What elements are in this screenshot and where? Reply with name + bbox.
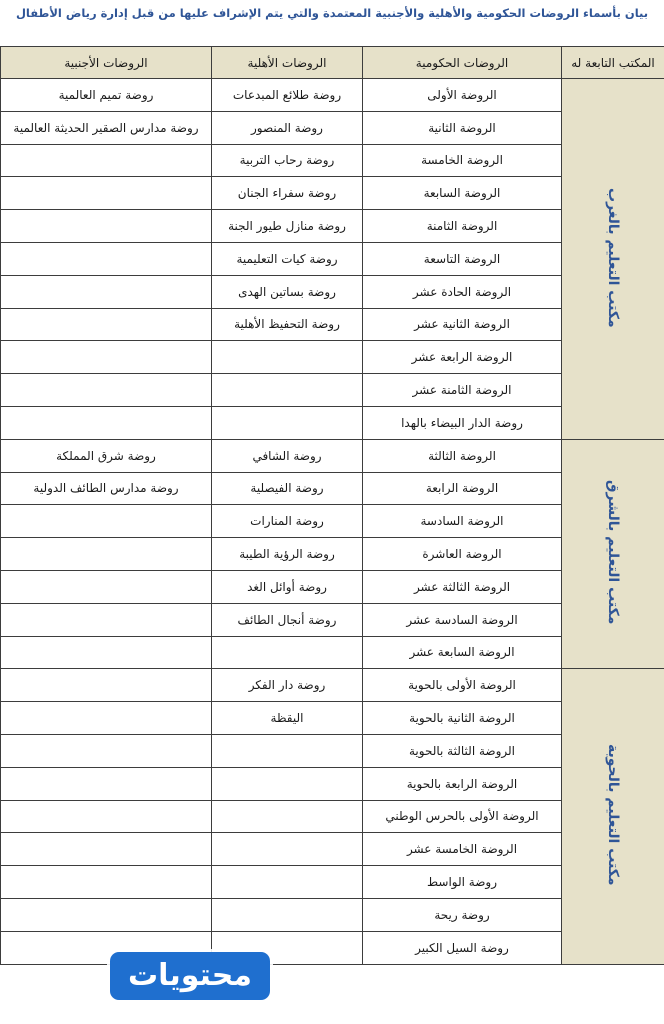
private-kindergarten-cell (212, 800, 363, 833)
government-kindergarten-cell: الروضة السابعة عشر (363, 636, 562, 669)
foreign-kindergarten-cell (1, 833, 212, 866)
government-kindergarten-cell: الروضة الثانية (363, 111, 562, 144)
private-kindergarten-cell: روضة كيات التعليمية (212, 242, 363, 275)
foreign-kindergarten-cell (1, 570, 212, 603)
government-kindergarten-cell: الروضة الثامنة (363, 210, 562, 243)
document-title: بيان بأسماء الروضات الحكومية والأهلية والأجنبية المعتمدة والتي يتم الإشراف عليها من قبل إدارة رياض الأطفال (15, 6, 649, 20)
private-kindergarten-cell: روضة التحفيظ الأهلية (212, 308, 363, 341)
private-kindergarten-cell (212, 898, 363, 931)
government-kindergarten-cell: الروضة الرابعة عشر (363, 341, 562, 374)
government-kindergarten-cell: الروضة الثالثة بالحوية (363, 734, 562, 767)
foreign-kindergarten-cell (1, 242, 212, 275)
private-kindergarten-cell: روضة المنصور (212, 111, 363, 144)
private-kindergarten-cell (212, 734, 363, 767)
office-cell (562, 79, 664, 440)
government-kindergarten-cell: الروضة الخامسة (363, 144, 562, 177)
private-kindergarten-cell (212, 341, 363, 374)
foreign-kindergarten-cell (1, 177, 212, 210)
private-kindergarten-cell: روضة سفراء الجنان (212, 177, 363, 210)
government-kindergarten-cell: الروضة الثالثة (363, 439, 562, 472)
table-row (1, 669, 664, 702)
private-kindergarten-cell: روضة الرؤية الطيبة (212, 538, 363, 571)
table-body (1, 79, 664, 965)
foreign-kindergarten-cell: روضة مدارس الصقير الحديثة العالمية (1, 111, 212, 144)
government-kindergarten-cell: روضة السيل الكبير (363, 931, 562, 964)
foreign-kindergarten-cell (1, 734, 212, 767)
private-kindergarten-cell (212, 374, 363, 407)
private-kindergarten-cell: روضة منازل طيور الجنة (212, 210, 363, 243)
government-kindergarten-cell: الروضة الثانية عشر (363, 308, 562, 341)
table-row (1, 79, 664, 112)
government-kindergarten-cell: الروضة الخامسة عشر (363, 833, 562, 866)
foreign-kindergarten-cell (1, 866, 212, 899)
government-kindergarten-cell: روضة الدار البيضاء بالهدا (363, 406, 562, 439)
government-kindergarten-cell: الروضة العاشرة (363, 538, 562, 571)
private-kindergarten-cell: روضة بساتين الهدى (212, 275, 363, 308)
foreign-kindergarten-cell (1, 767, 212, 800)
foreign-kindergarten-cell (1, 505, 212, 538)
header-office: المكتب التابعة له (562, 47, 664, 79)
foreign-kindergarten-cell (1, 800, 212, 833)
office-cell (562, 439, 664, 669)
government-kindergarten-cell: الروضة الثالثة عشر (363, 570, 562, 603)
private-kindergarten-cell: روضة أنجال الطائف (212, 603, 363, 636)
foreign-kindergarten-cell (1, 538, 212, 571)
government-kindergarten-cell: الروضة الرابعة (363, 472, 562, 505)
private-kindergarten-cell (212, 833, 363, 866)
government-kindergarten-cell: الروضة الثانية بالحوية (363, 702, 562, 735)
private-kindergarten-cell: روضة الشافي (212, 439, 363, 472)
foreign-kindergarten-cell (1, 406, 212, 439)
foreign-kindergarten-cell (1, 341, 212, 374)
header-government: الروضات الحكومية (363, 47, 562, 79)
government-kindergarten-cell: الروضة الحادة عشر (363, 275, 562, 308)
government-kindergarten-cell: الروضة الأولى (363, 79, 562, 112)
office-label: مكتب التعليم بالغرب (605, 187, 621, 328)
government-kindergarten-cell: الروضة السابعة (363, 177, 562, 210)
office-label: مكتب التعليم بالشرق (605, 480, 621, 625)
foreign-kindergarten-cell (1, 898, 212, 931)
private-kindergarten-cell: روضة دار الفكر (212, 669, 363, 702)
government-kindergarten-cell: روضة الواسط (363, 866, 562, 899)
private-kindergarten-cell: روضة طلائع المبدعات (212, 79, 363, 112)
foreign-kindergarten-cell (1, 603, 212, 636)
private-kindergarten-cell: روضة الفيصلية (212, 472, 363, 505)
foreign-kindergarten-cell: روضة شرق المملكة (1, 439, 212, 472)
table-header-row (1, 47, 664, 79)
foreign-kindergarten-cell (1, 636, 212, 669)
private-kindergarten-cell (212, 636, 363, 669)
foreign-kindergarten-cell (1, 210, 212, 243)
government-kindergarten-cell: الروضة الأولى بالحرس الوطني (363, 800, 562, 833)
foreign-kindergarten-cell: روضة تميم العالمية (1, 79, 212, 112)
private-kindergarten-cell (212, 767, 363, 800)
header-foreign: الروضات الأجنبية (1, 47, 212, 79)
foreign-kindergarten-cell (1, 702, 212, 735)
government-kindergarten-cell: الروضة السادسة عشر (363, 603, 562, 636)
kindergartens-table (0, 46, 664, 965)
private-kindergarten-cell (212, 406, 363, 439)
site-watermark-logo: محتويات (110, 952, 270, 1000)
foreign-kindergarten-cell (1, 144, 212, 177)
foreign-kindergarten-cell: روضة مدارس الطائف الدولية (1, 472, 212, 505)
private-kindergarten-cell (212, 866, 363, 899)
foreign-kindergarten-cell (1, 374, 212, 407)
private-kindergarten-cell: روضة المنارات (212, 505, 363, 538)
private-kindergarten-cell: روضة أوائل الغد (212, 570, 363, 603)
office-label: مكتب التعليم بالحوية (605, 744, 621, 886)
government-kindergarten-cell: الروضة الثامنة عشر (363, 374, 562, 407)
header-private: الروضات الأهلية (212, 47, 363, 79)
government-kindergarten-cell: روضة ريحة (363, 898, 562, 931)
foreign-kindergarten-cell (1, 669, 212, 702)
foreign-kindergarten-cell (1, 308, 212, 341)
government-kindergarten-cell: الروضة الأولى بالحوية (363, 669, 562, 702)
government-kindergarten-cell: الروضة الرابعة بالحوية (363, 767, 562, 800)
government-kindergarten-cell: الروضة التاسعة (363, 242, 562, 275)
foreign-kindergarten-cell (1, 275, 212, 308)
government-kindergarten-cell: الروضة السادسة (363, 505, 562, 538)
office-cell (562, 669, 664, 964)
table-row (1, 439, 664, 472)
private-kindergarten-cell: روضة رحاب التربية (212, 144, 363, 177)
private-kindergarten-cell: اليقظة (212, 702, 363, 735)
